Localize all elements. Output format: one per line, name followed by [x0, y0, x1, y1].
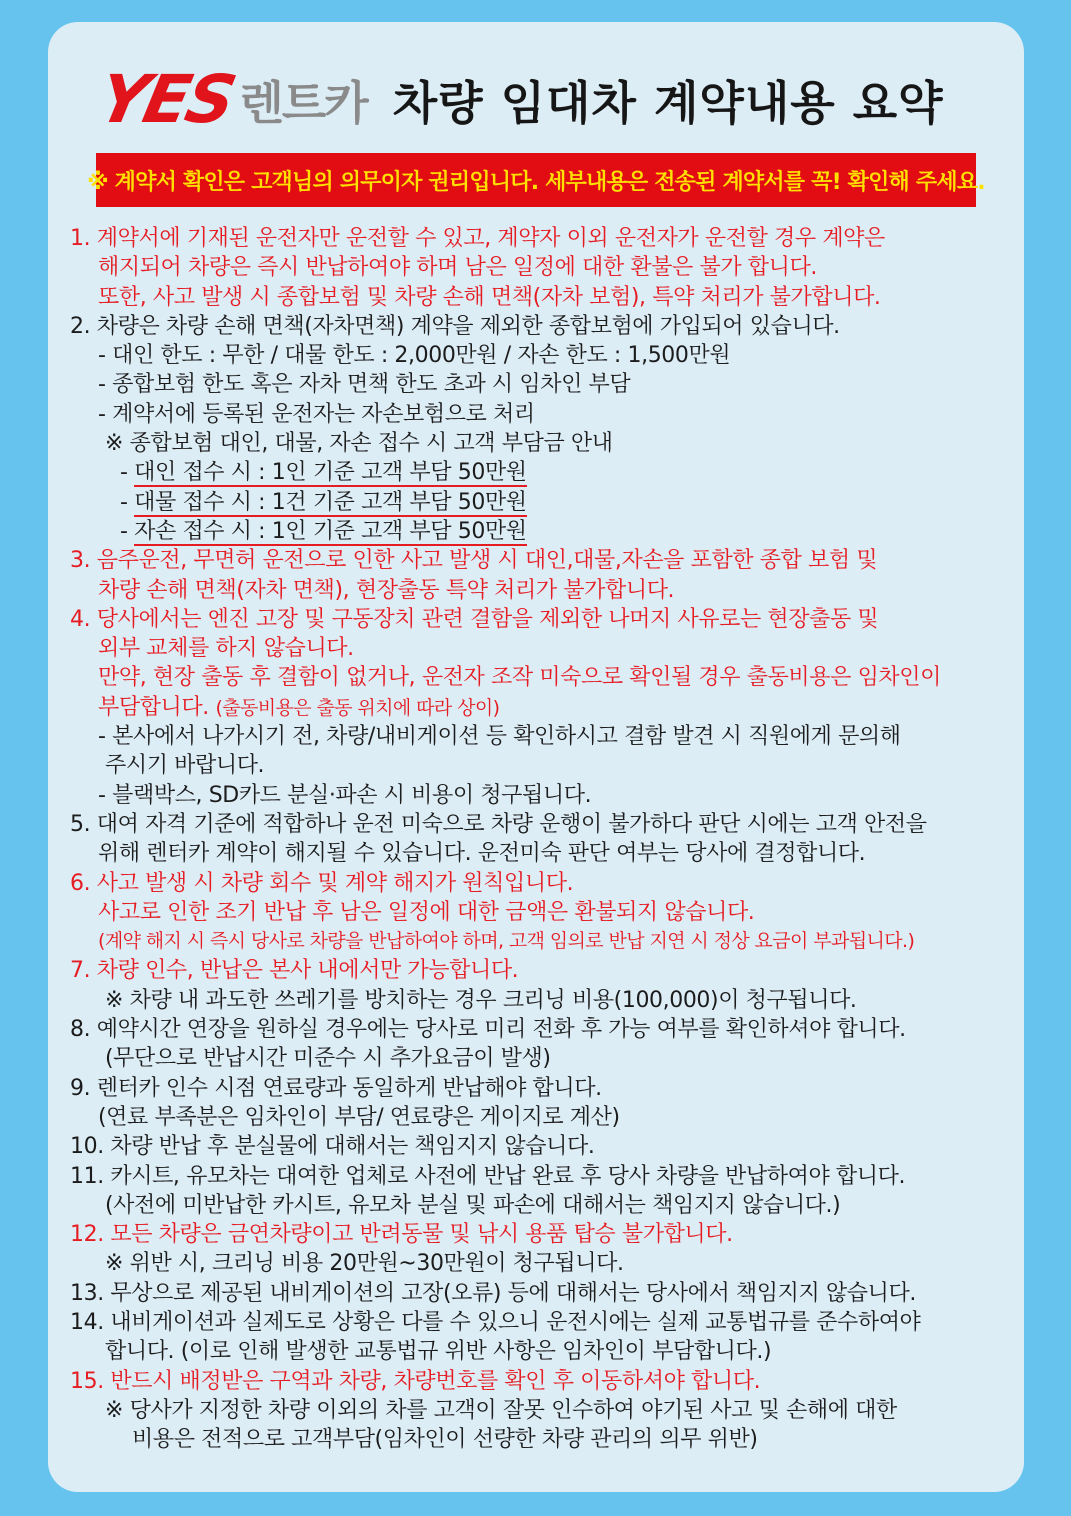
- term-2-note: ※ 종합보험 대인, 대물, 자손 접수 시 고객 부담금 안내: [105, 431, 613, 457]
- term-4-line-1: 4. 당사에서는 엔진 고장 및 구동장치 관련 결함을 제외한 나머지 사유로는 현장출동 및: [70, 606, 879, 632]
- logo-yes: YES: [91, 61, 240, 138]
- term-1-line-3: 또한, 사고 발생 시 종합보험 및 차량 손해 면책(자차 보험), 특약 처리가 불가합니다.: [98, 284, 881, 310]
- term-2-bullet-1: - 대인 한도 : 무한 / 대물 한도 : 2,000만원 / 자손 한도 : 1,500만원: [98, 343, 731, 369]
- term-11-line-1: 11. 카시트, 유모차는 대여한 업체로 사전에 반납 완료 후 당사 차량을 반납하여야 합니다.: [70, 1163, 906, 1189]
- term-7-line-1: 7. 차량 인수, 반납은 본사 내에서만 가능합니다.: [70, 958, 519, 984]
- term-9-line-2: (연료 부족분은 임차인이 부담/ 연료량은 게이지로 계산): [98, 1104, 620, 1130]
- deductible-person: 대인 접수 시 : 1인 기준 고객 부담 50만원: [134, 460, 527, 486]
- logo-rentcar: 렌트카: [239, 76, 367, 130]
- terms-list: [70, 224, 1020, 1454]
- term-4-line-4-note: (출동비용은 출동 위치에 따라 상이): [215, 696, 500, 719]
- term-1-line-2: 해지되어 차량은 즉시 반납하여야 하며 남은 일정에 대한 환불은 불가 합니다.: [98, 255, 817, 281]
- term-4-line-3: 만약, 현장 출동 후 결함이 없거나, 운전자 조작 미숙으로 확인될 경우 출동비용은 임차인이: [98, 665, 941, 691]
- term-2-line-1: 2. 차량은 차량 손해 면책(자차면책) 계약을 제외한 종합보험에 가입되어 있습니다.: [70, 313, 840, 339]
- page-title: 차량 임대차 계약내용 요약: [392, 76, 944, 130]
- term-7-note: ※ 차량 내 과도한 쓰레기를 방치하는 경우 크리닝 비용(100,000)이 청구됩니다.: [105, 987, 857, 1013]
- term-12-note: ※ 위반 시, 크리닝 비용 20만원~30만원이 청구됩니다.: [105, 1251, 624, 1277]
- term-8-line-1: 8. 예약시간 연장을 원하실 경우에는 당사로 미리 전화 후 가능 여부를 확인하셔야 합니다.: [70, 1017, 906, 1043]
- term-9-line-1: 9. 렌터카 인수 시점 연료량과 동일하게 반납해야 합니다.: [70, 1075, 602, 1101]
- term-6-line-3: (계약 해지 시 즉시 당사로 차량을 반납하여야 하며, 고객 임의로 반납 지연 시 정상 요금이 부과됩니다.): [98, 930, 915, 953]
- deductible-dash: -: [120, 518, 135, 544]
- term-5-line-2: 위해 렌터카 계약이 해지될 수 있습니다. 운전미숙 판단 여부는 당사에 결정합니다.: [98, 841, 866, 867]
- deductible-row: [70, 458, 1020, 487]
- term-14-line-1: 14. 내비게이션과 실제도로 상황은 다를 수 있으니 운전시에는 실제 교통법규를 준수하여야: [70, 1309, 921, 1335]
- term-4-bullet-1-cont: 주시기 바랍니다.: [105, 753, 265, 779]
- term-6-line-1: 6. 사고 발생 시 차량 회수 및 계약 해지가 원칙입니다.: [70, 870, 574, 896]
- term-12-line-1: 12. 모든 차량은 금연차량이고 반려동물 및 낚시 용품 탑승 불가합니다.: [70, 1222, 733, 1248]
- term-2-bullet-2: - 종합보험 한도 혹은 자차 면책 한도 초과 시 임차인 부담: [98, 372, 631, 398]
- term-4-line-4-main: 부담합니다.: [98, 694, 209, 720]
- term-3-line-2: 차량 손해 면책(자차 면책), 현장출동 특약 처리가 불가합니다.: [98, 577, 675, 603]
- term-4-line-4: [70, 693, 1020, 722]
- notice-banner: [87, 153, 985, 207]
- term-4-line-2: 외부 교체를 하지 않습니다.: [98, 636, 354, 662]
- term-11-line-2: (사전에 미반납한 카시트, 유모차 분실 및 파손에 대해서는 책임지지 않습니다.): [105, 1192, 841, 1218]
- term-5-line-1: 5. 대여 자격 기준에 적합하나 운전 미숙으로 차량 운행이 불가하다 판단 시에는 고객 안전을: [70, 811, 927, 837]
- deductible-row: [70, 488, 1020, 517]
- term-15-note: ※ 당사가 지정한 차량 이외의 차를 고객이 잘못 인수하여 야기된 사고 및 손해에 대한: [105, 1397, 897, 1423]
- term-8-line-2: (무단으로 반납시간 미준수 시 추가요금이 발생): [105, 1046, 551, 1072]
- deductible-row: [70, 517, 1020, 546]
- term-1-line-1: 1. 계약서에 기재된 운전자만 운전할 수 있고, 계약자 이외 운전자가 운전할 경우 계약은: [70, 226, 885, 251]
- deductible-self: 자손 접수 시 : 1인 기준 고객 부담 50만원: [134, 518, 527, 544]
- header: [91, 60, 980, 140]
- term-15-line-1: 15. 반드시 배정받은 구역과 차량, 차량번호를 확인 후 이동하셔야 합니다.: [70, 1368, 761, 1394]
- deductible-property: 대물 접수 시 : 1건 기준 고객 부담 50만원: [134, 489, 527, 515]
- term-10-line-1: 10. 차량 반납 후 분실물에 대해서는 책임지지 않습니다.: [70, 1134, 595, 1160]
- term-4-bullet-1: - 본사에서 나가시기 전, 차량/내비게이션 등 확인하시고 결함 발견 시 직원에게 문의해: [98, 724, 901, 750]
- term-6-line-2: 사고로 인한 조기 반납 후 남은 일정에 대한 금액은 환불되지 않습니다.: [98, 899, 755, 925]
- term-13-line-1: 13. 무상으로 제공된 내비게이션의 고장(오류) 등에 대해서는 당사에서 책임지지 않습니다.: [70, 1280, 916, 1306]
- term-15-note-cont: 비용은 전적으로 고객부담(임차인이 선량한 차량 관리의 의무 위반): [132, 1427, 758, 1453]
- deductible-dash: -: [120, 460, 135, 486]
- term-2-bullet-3: - 계약서에 등록된 운전자는 자손보험으로 처리: [98, 401, 535, 427]
- term-3-line-1: 3. 음주운전, 무면허 운전으로 인한 사고 발생 시 대인,대물,자손을 포함한 종합 보험 및: [70, 548, 878, 574]
- term-14-line-2: 합니다. (이로 인해 발생한 교통법규 위반 사항은 임차인이 부담합니다.): [105, 1339, 772, 1365]
- term-4-bullet-2: - 블랙박스, SD카드 분실·파손 시 비용이 청구됩니다.: [98, 782, 592, 808]
- banner-text: ※ 계약서 확인은 고객님의 의무이자 권리입니다. 세부내용은 전송된 계약서를 꼭! 확인해 주세요.: [87, 169, 985, 195]
- deductible-dash: -: [120, 489, 135, 515]
